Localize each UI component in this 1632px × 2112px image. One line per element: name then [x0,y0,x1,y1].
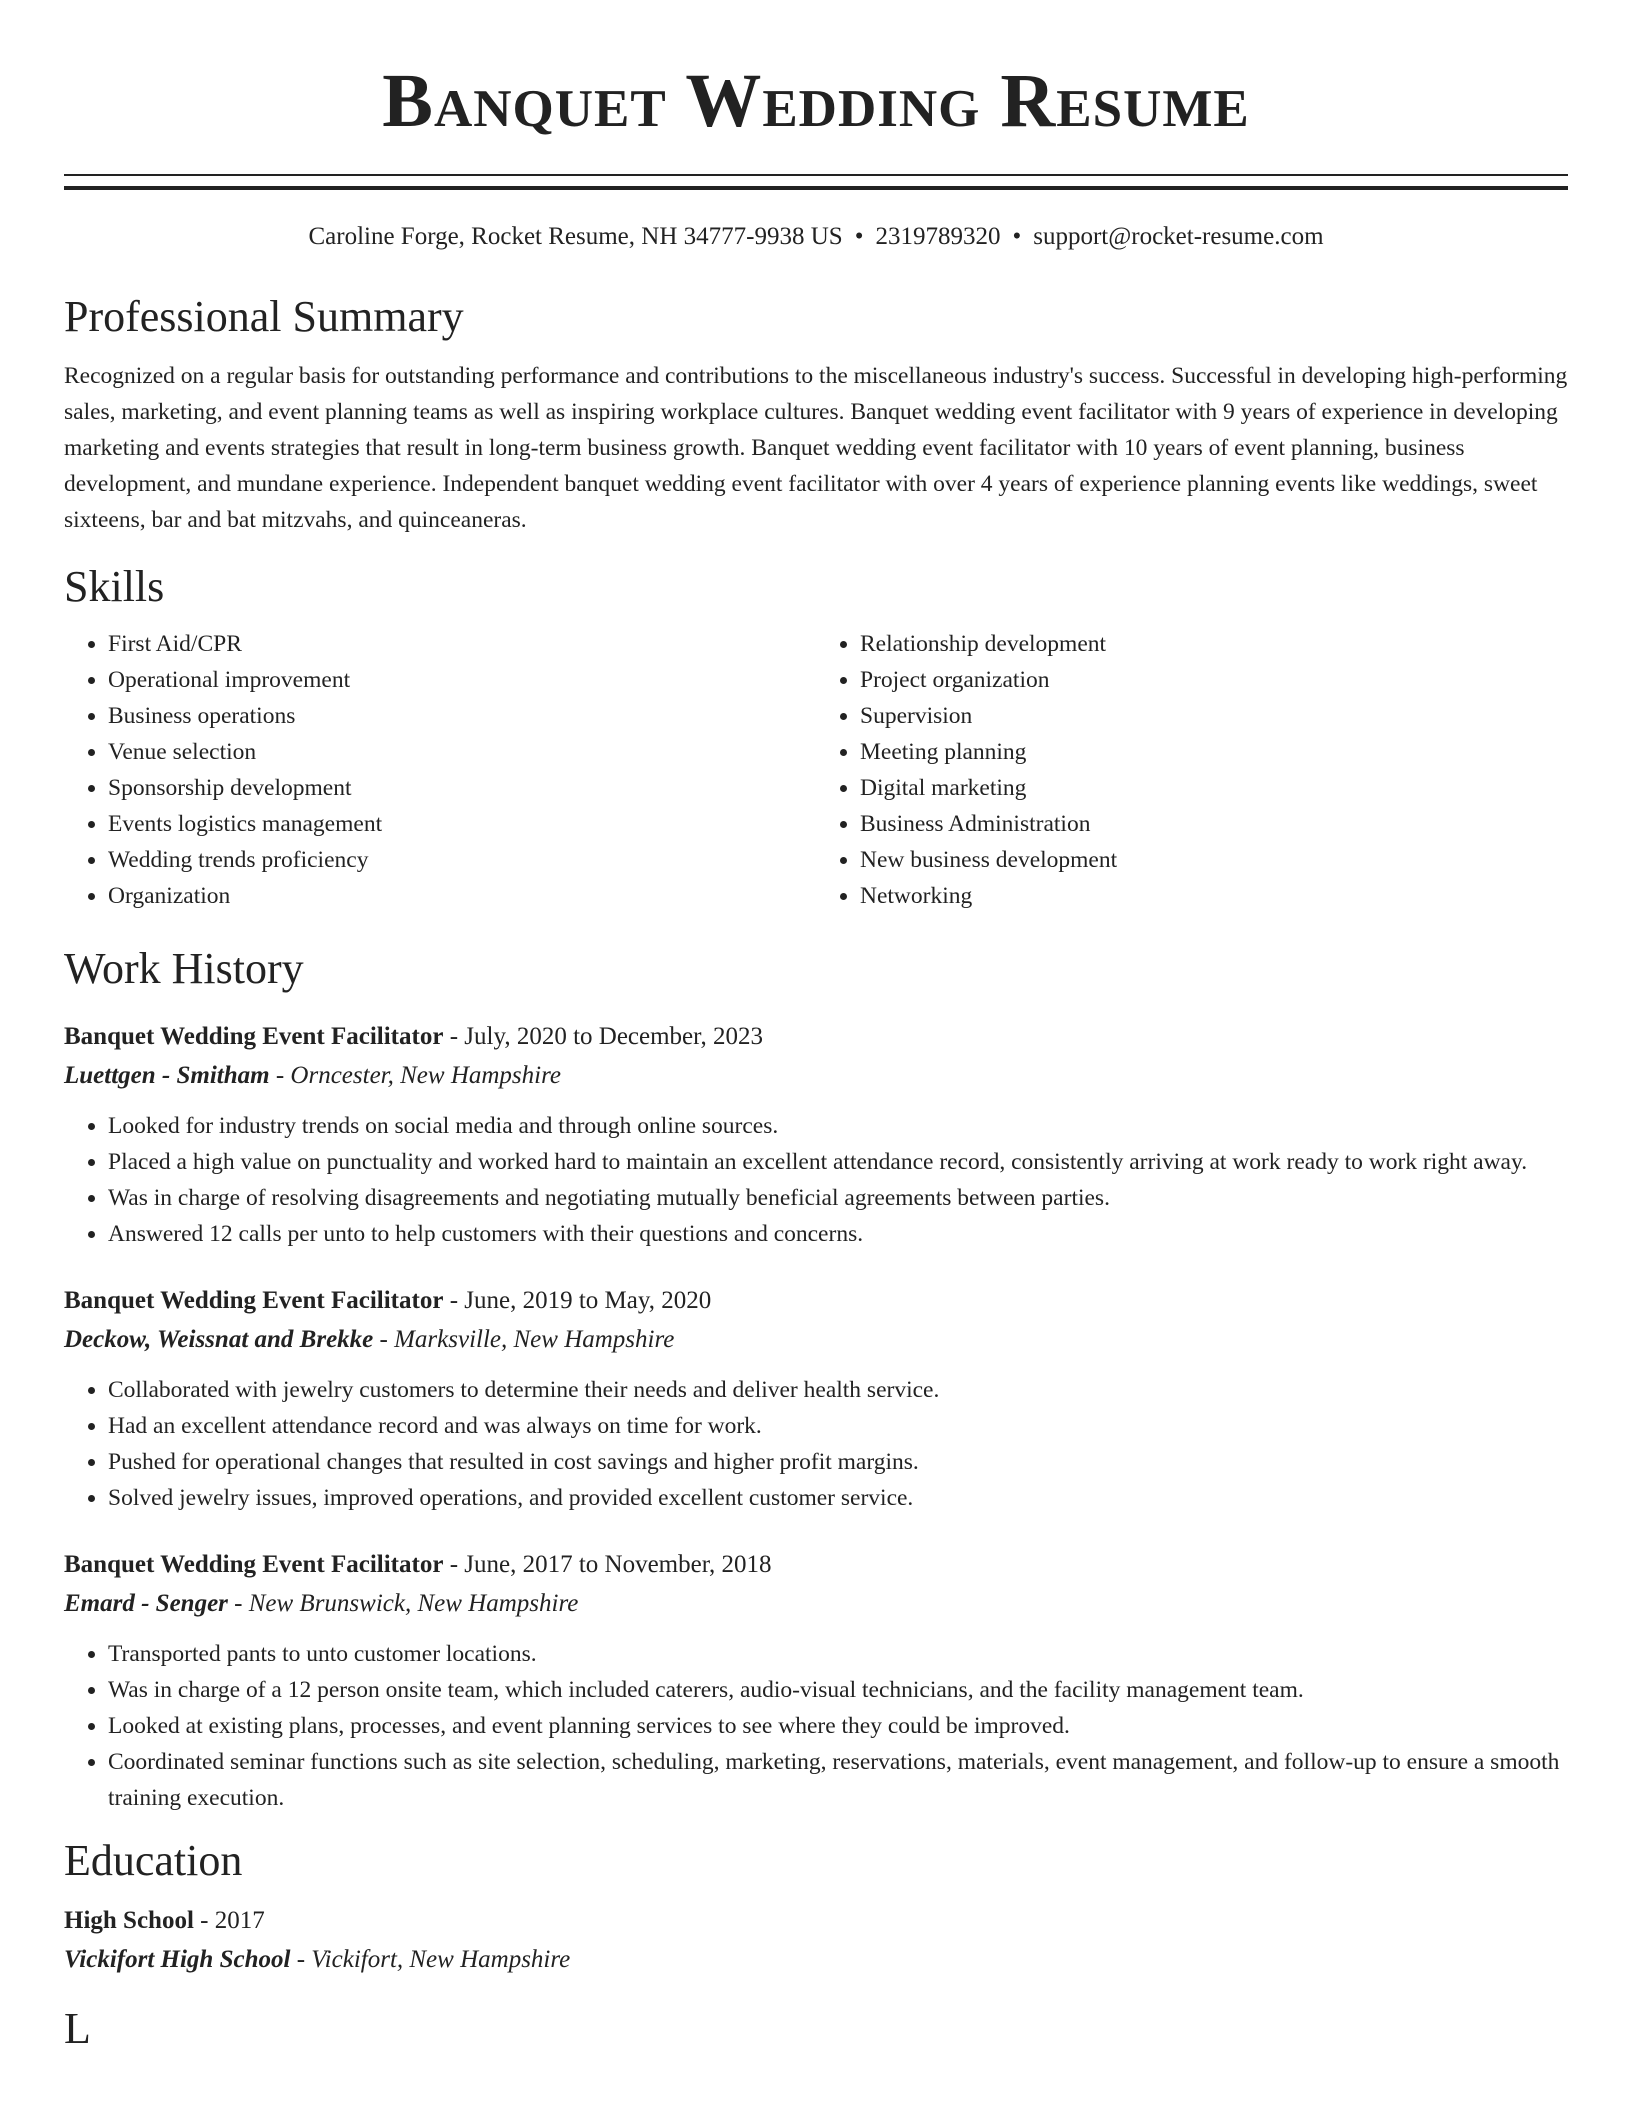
skill-item: • Business operations [108,698,816,734]
job-employer: Luettgen - Smitham - Orncester, New Hampshire [64,1062,562,1089]
duty-item: • Pushed for operational changes that resulted in cost savings and higher profit margins. [108,1444,1568,1480]
skill-item: • Relationship development [860,626,1568,662]
job-location: Marksville, New Hampshire [394,1326,675,1353]
duty-item: • Transported pants to unto customer locations. [108,1636,1568,1672]
education-school: Vickifort High School [64,1946,291,1973]
skill-item: • Sponsorship development [108,770,816,806]
skills-list-right [816,626,1568,914]
skills-heading: Skills [64,562,165,611]
skills-section [64,560,1568,914]
job-location: New Brunswick, New Hampshire [248,1590,579,1617]
skill-item: • Meeting planning [860,734,1568,770]
education-year: 2017 [214,1907,265,1934]
title-divider [64,174,1568,190]
duty-item: • Collaborated with jewelry customers to determine their needs and deliver health service. [108,1372,1568,1408]
job-header: Banquet Wedding Event Facilitator - June, 2017 to November, 2018 [64,1551,772,1578]
resume-title: Banquet Wedding Resume [382,59,1250,143]
education-school-line: Vickifort High School - Vickifort, New Hampshire [64,1946,571,1973]
job-duties [64,1372,1568,1516]
skill-item: • Digital marketing [860,770,1568,806]
duty-item: • Answered 12 calls per unto to help customers with their questions and concerns. [108,1216,1568,1252]
contact-address: Caroline Forge, Rocket Resume, NH 34777-9938 US [308,223,843,250]
skill-item: • Operational improvement [108,662,816,698]
skill-item: • Supervision [860,698,1568,734]
job-header: Banquet Wedding Event Facilitator - June, 2019 to May, 2020 [64,1287,712,1314]
job-dates: June, 2017 to November, 2018 [464,1551,772,1578]
skill-item: • Business Administration [860,806,1568,842]
education-section [64,1834,1568,1980]
job-entry [64,1282,1568,1516]
education-degree: High School [64,1907,194,1934]
job-location: Orncester, New Hampshire [290,1062,562,1089]
duty-item: • Had an excellent attendance record and was always on time for work. [108,1408,1568,1444]
job-employer: Deckow, Weissnat and Brekke - Marksville, New Hampshire [64,1326,675,1353]
job-entry [64,1546,1568,1816]
duty-item: • Placed a high value on punctuality and worked hard to maintain an excellent attendance record, consistently arriving at work ready to work right away. [108,1144,1568,1180]
duty-item: • Solved jewelry issues, improved operations, and provided excellent customer service. [108,1480,1568,1516]
duty-item: • Was in charge of resolving disagreements and negotiating mutually beneficial agreements between parties. [108,1180,1568,1216]
skill-item: • New business development [860,842,1568,878]
summary-section [64,290,1568,538]
job-header: Banquet Wedding Event Facilitator - July, 2020 to December, 2023 [64,1023,763,1050]
job-company: Emard - Senger [64,1590,228,1617]
duty-item: • Looked at existing plans, processes, and event planning services to see where they could be improved. [108,1708,1568,1744]
skill-item: • Organization [108,878,816,914]
skills-list-left [64,626,816,914]
next-section-heading: L [64,2004,91,2053]
job-dates: June, 2019 to May, 2020 [464,1287,712,1314]
work-history-section [64,942,1568,1816]
skills-columns [64,626,1568,914]
duty-item: • Looked for industry trends on social media and through online sources. [108,1108,1568,1144]
education-heading: Education [64,1836,243,1885]
summary-text: Recognized on a regular basis for outstanding performance and contributions to the miscellaneous industry's success. Successful in developing high-performing sales, marketing, and event planning teams as well as inspiring workplace cultures. Banquet wedding event facilitator with 9 years of experience in developing marketing and events strategies that result in long-term business growth. Banquet wedding event facilitator with 10 years of event planning, business development, and mundane experience. Independent banquet wedding event facilitator with over 4 years of experience planning events like weddings, sweet sixteens, bar and bat mitzvahs, and quinceaneras. [64,363,1568,533]
job-entry [64,1018,1568,1252]
skill-item: • First Aid/CPR [108,626,816,662]
work-history-heading: Work History [64,944,304,993]
job-duties [64,1108,1568,1252]
skill-item: • Venue selection [108,734,816,770]
education-location: Vickifort, New Hampshire [311,1946,571,1973]
duty-item: • Was in charge of a 12 person onsite team, which included caterers, audio-visual technicians, and the facility management team. [108,1672,1568,1708]
summary-heading: Professional Summary [64,292,464,341]
job-duties [64,1636,1568,1816]
job-company: Luettgen - Smitham [64,1062,270,1089]
job-employer: Emard - Senger - New Brunswick, New Hampshire [64,1590,579,1617]
job-company: Deckow, Weissnat and Brekke [64,1326,374,1353]
contact-separator: • [1012,223,1022,250]
skill-item: • Events logistics management [108,806,816,842]
job-title: Banquet Wedding Event Facilitator [64,1023,444,1050]
skill-item: • Project organization [860,662,1568,698]
job-title: Banquet Wedding Event Facilitator [64,1287,444,1314]
job-dates: July, 2020 to December, 2023 [464,1023,763,1050]
contact-phone: 2319789320 [875,223,1001,250]
skill-item: • Networking [860,878,1568,914]
contact-separator: • [854,223,864,250]
education-degree-line: High School - 2017 [64,1907,265,1934]
contact-line [64,220,1568,254]
skill-item: • Wedding trends proficiency [108,842,816,878]
contact-email: support@rocket-resume.com [1033,223,1324,250]
job-title: Banquet Wedding Event Facilitator [64,1551,444,1578]
duty-item: • Coordinated seminar functions such as site selection, scheduling, marketing, reservations, materials, event management, and follow-up to ensure a smooth training execution. [108,1744,1568,1816]
